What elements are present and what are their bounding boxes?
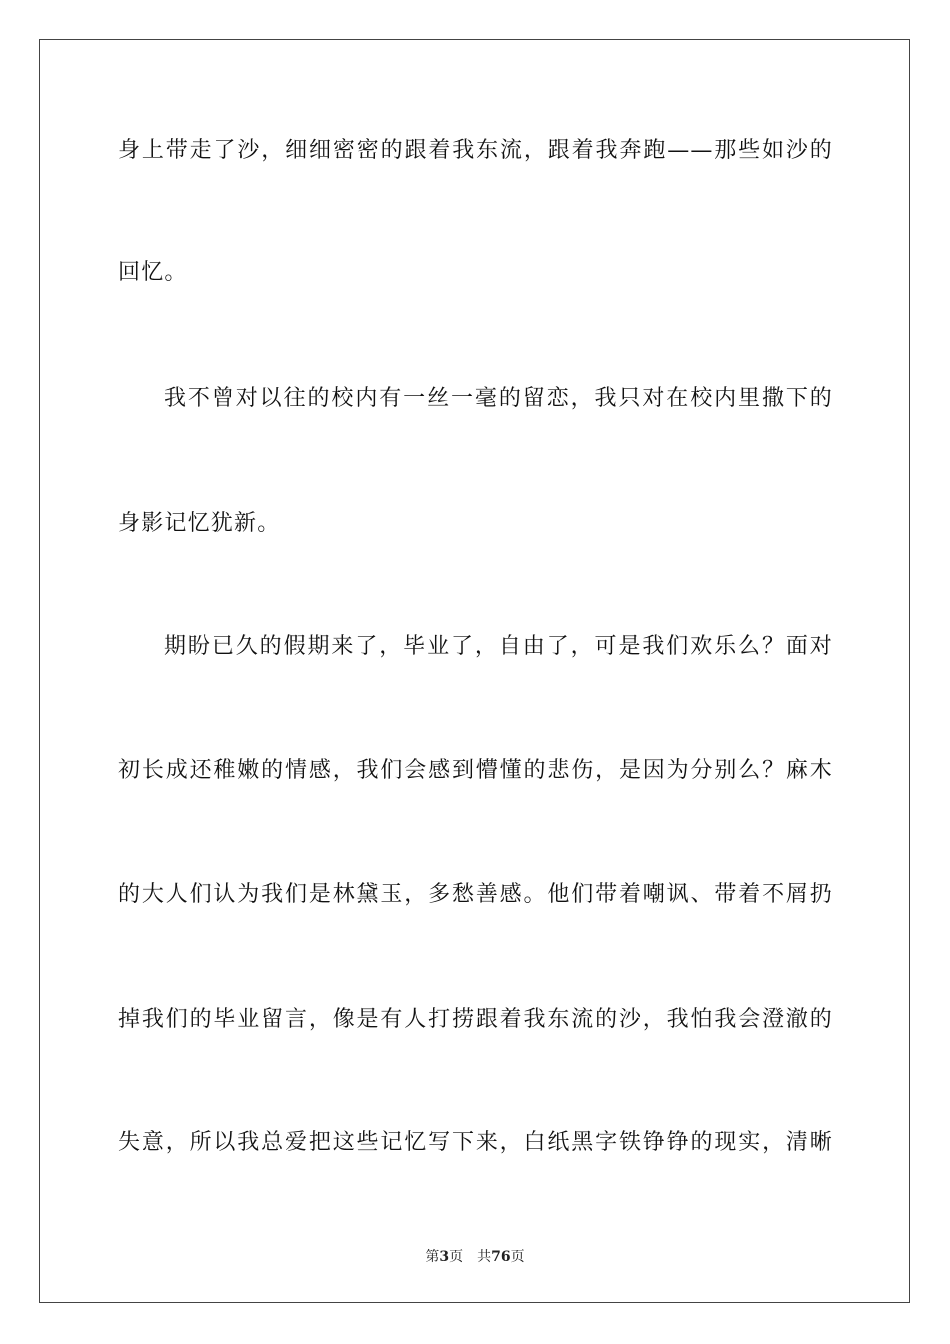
page-suffix: 页 — [449, 1249, 464, 1265]
text-line-1: 身上带走了沙，细细密密的跟着我东流，跟着我奔跑——那些如沙的 — [118, 138, 833, 163]
text-line-4: 身影记忆犹新。 — [118, 511, 281, 536]
text-line-8: 掉我们的毕业留言，像是有人打捞跟着我东流的沙，我怕我会澄澈的 — [118, 1007, 833, 1032]
text-line-6: 初长成还稚嫩的情感，我们会感到懵懂的悲伤，是因为分别么？麻木 — [118, 758, 833, 783]
text-line-2: 回忆。 — [118, 260, 188, 285]
page-number: 3 — [439, 1249, 450, 1265]
total-pages: 76 — [491, 1249, 511, 1265]
page-prefix: 第 — [425, 1249, 440, 1265]
total-suffix: 页 — [510, 1249, 525, 1265]
total-prefix: 共 — [477, 1249, 492, 1265]
text-line-5: 期盼已久的假期来了，毕业了，自由了，可是我们欢乐么？面对 — [164, 634, 833, 659]
page-footer — [0, 1248, 950, 1266]
text-line-7: 的大人们认为我们是林黛玉，多愁善感。他们带着嘲讽、带着不屑扔 — [118, 882, 833, 907]
page-border — [39, 39, 910, 1303]
text-line-9: 失意，所以我总爱把这些记忆写下来，白纸黑字铁铮铮的现实，清晰 — [118, 1130, 833, 1155]
text-line-3: 我不曾对以往的校内有一丝一毫的留恋，我只对在校内里撒下的 — [164, 386, 833, 411]
